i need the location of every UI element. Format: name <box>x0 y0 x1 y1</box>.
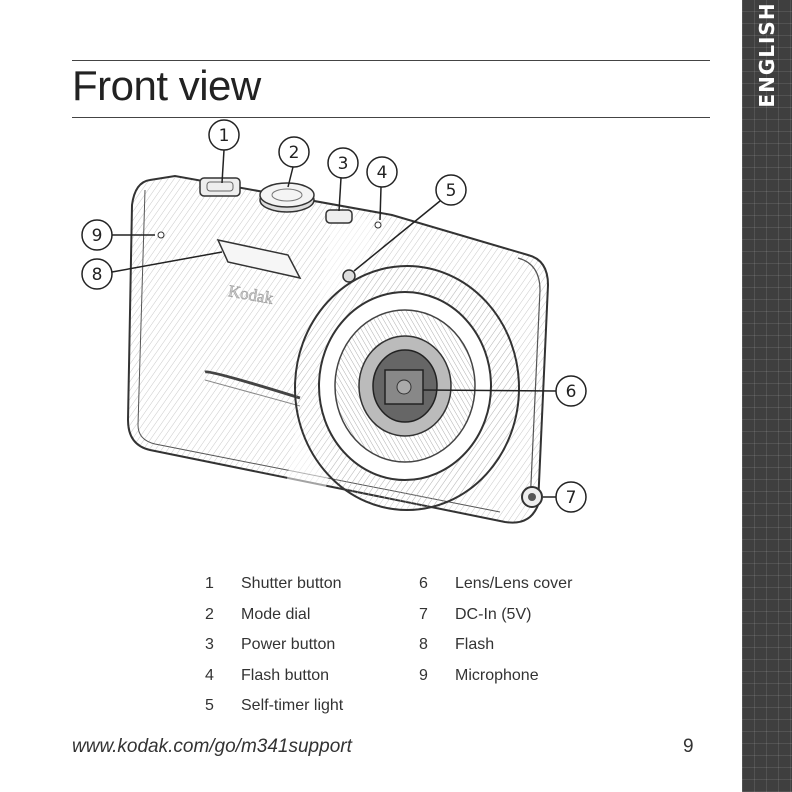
callout-2 <box>279 137 309 187</box>
legend-item <box>205 694 343 725</box>
legend-item <box>205 633 343 664</box>
legend-number: 3 <box>205 636 214 653</box>
legend-number: 2 <box>205 605 214 623</box>
page-title: Front view <box>72 62 261 109</box>
callout-3 <box>328 148 358 211</box>
svg-text:1: 1 <box>218 126 230 146</box>
shutter-button-shape <box>200 178 240 196</box>
flash-button-shape <box>375 222 381 228</box>
legend-number: 9 <box>419 666 428 684</box>
legend-label: Microphone <box>455 666 539 684</box>
legend-right <box>419 572 572 694</box>
legend-label: Power button <box>241 636 336 653</box>
svg-text:3: 3 <box>337 154 349 174</box>
lens-assembly <box>295 266 519 510</box>
page-number: 9 <box>683 736 694 757</box>
legend-label: Lens/Lens cover <box>455 575 573 592</box>
legend-item <box>419 664 572 695</box>
svg-text:9: 9 <box>91 226 103 246</box>
legend-number: 6 <box>419 575 428 592</box>
legend-label: DC-In (5V) <box>455 605 532 623</box>
svg-text:6: 6 <box>565 382 577 402</box>
legend-label: Self-timer light <box>241 697 344 714</box>
microphone-hole-shape <box>158 232 164 238</box>
legend-number: 7 <box>419 605 428 623</box>
legend-label: Mode dial <box>241 605 311 623</box>
svg-text:7: 7 <box>565 488 577 508</box>
support-url-link[interactable]: www.kodak.com/go/m341support <box>72 736 352 757</box>
legend-item <box>205 664 343 695</box>
legend-label: Flash button <box>241 666 330 684</box>
legend-label: Shutter button <box>241 575 342 592</box>
mode-dial-shape <box>260 183 314 212</box>
sidebar-language-label: ENGLISH <box>755 2 779 108</box>
legend-number: 8 <box>419 636 428 653</box>
legend-item <box>419 603 572 634</box>
legend-number: 4 <box>205 666 214 684</box>
legend-label: Flash <box>455 636 495 653</box>
svg-text:8: 8 <box>91 265 103 285</box>
dc-in-port-shape <box>522 487 542 507</box>
power-button-shape <box>326 210 352 223</box>
legend-left <box>205 572 343 725</box>
callout-7 <box>543 482 586 512</box>
svg-text:5: 5 <box>445 181 457 201</box>
legend-item <box>419 633 572 664</box>
legend-number: 1 <box>205 575 214 592</box>
legend-item <box>205 603 343 634</box>
legend-item <box>205 572 343 603</box>
brand-mark: Kodak <box>226 281 275 308</box>
svg-text:4: 4 <box>376 163 388 183</box>
legend-number: 5 <box>205 697 214 714</box>
svg-text:2: 2 <box>288 143 300 163</box>
callout-1 <box>209 120 239 183</box>
legend-item <box>419 572 572 603</box>
